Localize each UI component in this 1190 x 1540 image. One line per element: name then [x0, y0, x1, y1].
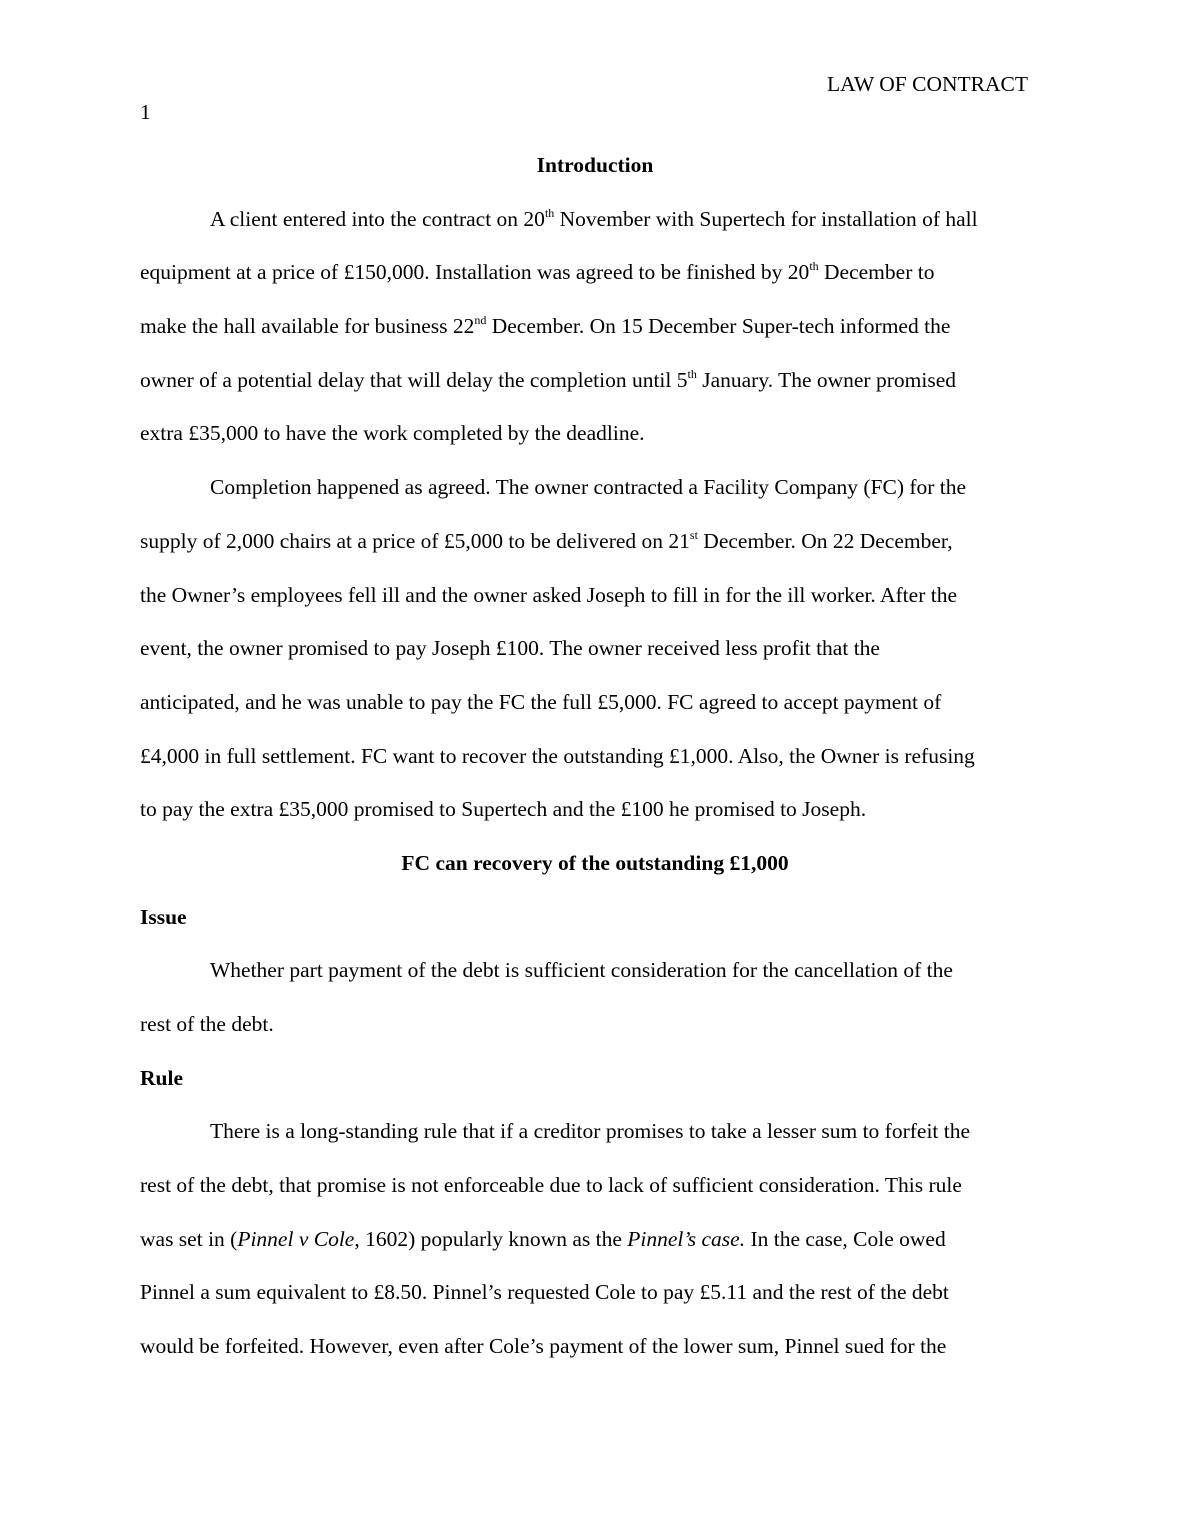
- text-line: to pay the extra £35,000 promised to Supertech and the £100 he promised to Joseph.: [140, 797, 867, 822]
- text-line: Completion happened as agreed. The owner contracted a Facility Company (FC) for the: [210, 475, 967, 500]
- text-run: December. On 22 December,: [697, 528, 953, 553]
- issue-paragraph: [140, 944, 1050, 1051]
- text-run: , 1602) popularly known as the: [354, 1226, 628, 1251]
- case-citation: Pinnel v Cole: [237, 1226, 355, 1251]
- text-run: make the hall available for business 22: [140, 314, 475, 339]
- text-line: [140, 354, 1050, 408]
- text-line: [140, 193, 1050, 247]
- text-line: Pinnel a sum equivalent to £8.50. Pinnel’s requested Cole to pay £5.11 and the rest of the debt: [140, 1280, 949, 1305]
- text-line: rest of the debt, that promise is not enforceable due to lack of sufficient consideration. This rule: [140, 1173, 962, 1198]
- section-heading-fc-recovery: FC can recovery of the outstanding £1,000: [401, 850, 789, 875]
- text-line: £4,000 in full settlement. FC want to recover the outstanding £1,000. Also, the Owner is refusing: [140, 743, 975, 768]
- rule-paragraph: [140, 1105, 1050, 1373]
- text-run: In the case, Cole owed: [745, 1226, 946, 1251]
- text-line: rest of the debt.: [140, 1012, 274, 1036]
- text-run: supply of 2,000 chairs at a price of £5,000 to be delivered on 21: [140, 528, 690, 553]
- text-line: There is a long-standing rule that if a creditor promises to take a lesser sum to forfeit the: [210, 1119, 971, 1144]
- text-line: [140, 515, 1050, 569]
- text-line: [140, 1213, 1050, 1267]
- text-run: December to: [818, 260, 935, 285]
- text-run: equipment at a price of £150,000. Installation was agreed to be finished by 20: [140, 260, 810, 285]
- text-run: December. On 15 December Super-tech informed the: [486, 314, 951, 339]
- ordinal-suffix: nd: [474, 313, 487, 328]
- running-head: LAW OF CONTRACT: [827, 72, 1028, 96]
- text-line: event, the owner promised to pay Joseph £100. The owner received less profit that the: [140, 636, 880, 661]
- text-run: A client entered into the contract on 20: [210, 206, 545, 231]
- text-run: January. The owner promised: [696, 367, 956, 392]
- text-run: was set in (: [140, 1226, 238, 1251]
- ordinal-suffix: th: [544, 205, 555, 220]
- ordinal-suffix: st: [689, 527, 698, 542]
- text-run: November with Supertech for installation of hall: [554, 206, 978, 231]
- text-line: the Owner’s employees fell ill and the owner asked Joseph to fill in for the ill worker. After the: [140, 582, 957, 607]
- text-line: [140, 300, 1050, 354]
- ordinal-suffix: th: [809, 259, 819, 274]
- issue-heading: Issue: [140, 904, 187, 929]
- page-number: 1: [140, 100, 151, 124]
- intro-paragraph-1: [140, 193, 1050, 461]
- ordinal-suffix: th: [687, 366, 697, 381]
- case-name: Pinnel’s case.: [627, 1226, 746, 1251]
- document-body: [140, 139, 1050, 1374]
- text-line: [140, 246, 1050, 300]
- text-line: anticipated, and he was unable to pay the FC the full £5,000. FC agreed to accept payment of: [140, 689, 942, 714]
- text-run: owner of a potential delay that will delay the completion until 5: [140, 367, 688, 392]
- text-line: would be forfeited. However, even after Cole’s payment of the lower sum, Pinnel sued for the: [140, 1334, 947, 1359]
- introduction-heading: Introduction: [536, 153, 654, 177]
- text-line: extra £35,000 to have the work completed by the deadline.: [140, 421, 645, 446]
- text-line: Whether part payment of the debt is sufficient consideration for the cancellation of the: [210, 958, 953, 983]
- intro-paragraph-2: [140, 461, 1050, 837]
- rule-heading: Rule: [140, 1065, 183, 1090]
